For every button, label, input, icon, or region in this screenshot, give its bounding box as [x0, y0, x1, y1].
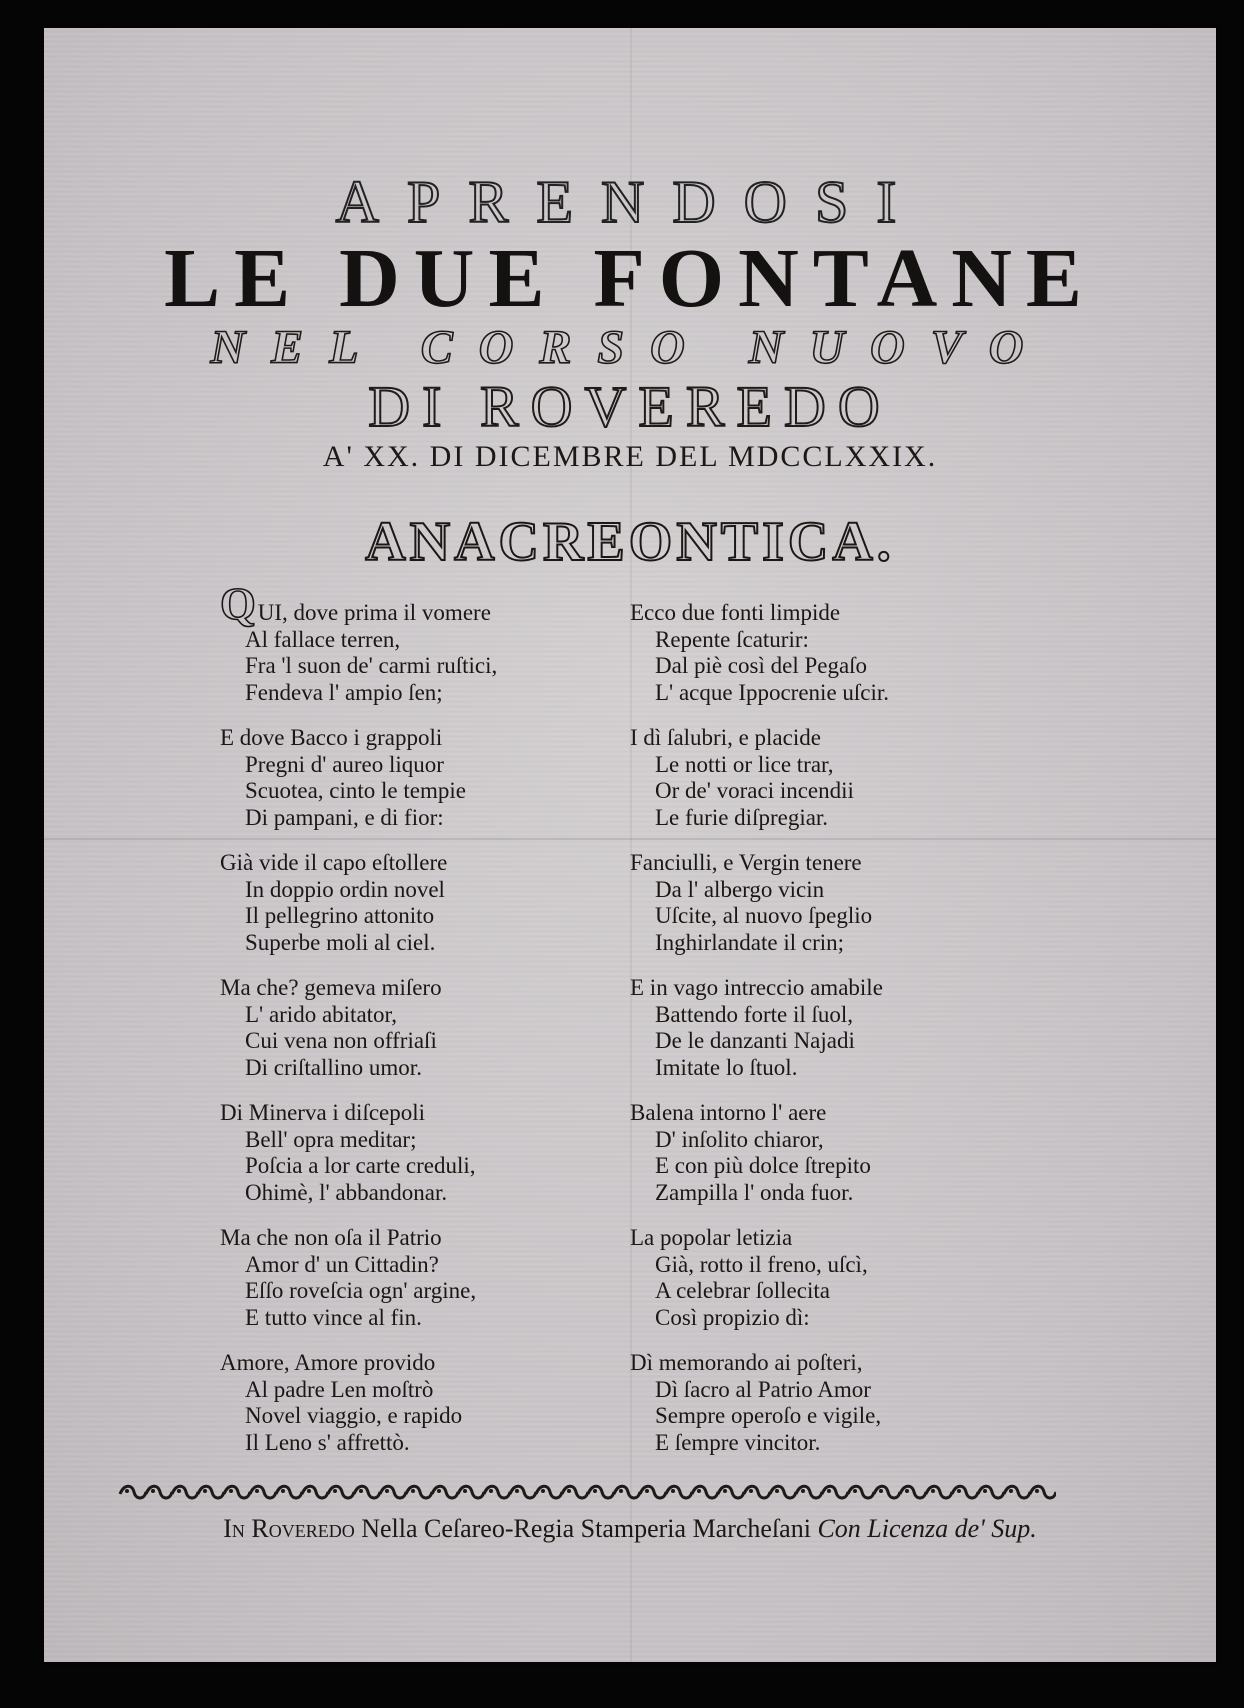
verse-line: Di criſtallino umor. [245, 1054, 422, 1080]
ornament-dot [801, 1489, 805, 1493]
ornament-scroll [354, 1486, 380, 1498]
verse-line: Imitate lo ſtuol. [655, 1054, 798, 1080]
ornament-dot [853, 1489, 857, 1493]
ornament-scroll [484, 1486, 510, 1498]
verse-line: Da l' albergo vicin [655, 876, 825, 902]
title-line-1: APRENDOSI [335, 169, 925, 235]
ornament-dot [359, 1489, 363, 1493]
verse-line: Bell' opra meditar; [245, 1126, 417, 1152]
stanza [630, 725, 1070, 831]
ornament-scroll [328, 1486, 354, 1498]
ornament-scroll [432, 1486, 458, 1498]
ornament-dot [255, 1489, 259, 1493]
ornament-scroll [302, 1486, 328, 1498]
ornament-dot [515, 1489, 519, 1493]
verse-line: Fanciulli, e Vergin tenere [630, 850, 862, 875]
ornament-scroll [146, 1486, 172, 1498]
ornament-scroll [796, 1486, 822, 1498]
ornament-scroll [1030, 1486, 1056, 1498]
verse-line: Fra 'l suon de' carmi ruſtici, [245, 653, 498, 678]
verse-line: Uſcite, al nuovo ſpeglio [655, 903, 873, 928]
imprint-license: Con Licenza de' Sup. [817, 1514, 1037, 1543]
verse-line: Le notti or lice trar, [655, 751, 834, 777]
ornament-dot [541, 1489, 545, 1493]
ornament-dot [567, 1489, 571, 1493]
ornament-dot [775, 1489, 779, 1493]
ornament-dot [619, 1489, 623, 1493]
ornament-dot [1035, 1489, 1039, 1493]
ornament-scroll [822, 1486, 848, 1498]
verse-line: Superbe moli al ciel. [245, 929, 436, 955]
ornament-scroll [848, 1486, 874, 1498]
drop-cap-initial: Q [220, 578, 256, 629]
ornament-scroll [744, 1486, 770, 1498]
ornament-scroll [224, 1486, 250, 1498]
ornament-dot [229, 1489, 233, 1493]
stanza [630, 1350, 1070, 1456]
verse-line: Sempre operoſo e vigile, [655, 1403, 882, 1428]
ornament-dot [879, 1489, 883, 1493]
verse-line: La popolar letizia [630, 1225, 793, 1250]
verse-line [220, 578, 640, 629]
stanza [220, 975, 640, 1081]
verse-line: A celebrar ſollecita [655, 1278, 830, 1303]
ornament-dot [593, 1489, 597, 1493]
ornament-scroll [172, 1486, 198, 1498]
ornament-scroll [978, 1486, 1004, 1498]
poem-column-right [630, 600, 1070, 1475]
ornament-scroll [614, 1486, 640, 1498]
ornament-dot [151, 1489, 155, 1493]
verse-line: Battendo forte il ſuol, [655, 1001, 854, 1027]
stanza [630, 1225, 1070, 1331]
ornament-scroll [198, 1486, 224, 1498]
ornament-dot [489, 1489, 493, 1493]
verse-line: I dì ſalubri, e placide [630, 725, 821, 750]
verse-line: D' inſolito chiaror, [655, 1126, 824, 1152]
verse-line: Balena intorno l' aere [630, 1100, 827, 1125]
verse-line: E tutto vince al fin. [245, 1304, 422, 1330]
verse-line: Ma che? gemeva miſero [220, 975, 442, 1000]
stanza [220, 1100, 640, 1206]
verse-line: Ma che non oſa il Patrio [220, 1225, 442, 1250]
verse-line: Al padre Len moſtrò [245, 1376, 434, 1402]
verse-line: Al fallace terren, [245, 626, 401, 652]
ornament-dot [645, 1489, 649, 1493]
ornament-dot [983, 1489, 987, 1493]
ornament-scroll [640, 1486, 666, 1498]
verse-line: Amore, Amore provido [220, 1350, 436, 1375]
ornament-dot [1009, 1489, 1013, 1493]
title-date-line: A' XX. DI DICEMBRE DEL MDCCLXXIX. [322, 440, 938, 473]
verse-line: E dove Bacco i grappoli [220, 725, 443, 750]
verse-line: Poſcia a lor carte creduli, [245, 1153, 476, 1178]
ornament-dot [723, 1489, 727, 1493]
verse-line: Amor d' un Cittadin? [245, 1251, 439, 1277]
ornament-dot [957, 1489, 961, 1493]
ornament-scroll [1004, 1486, 1030, 1498]
ornament-dot [203, 1489, 207, 1493]
verse-line: Di Minerva i diſcepoli [220, 1100, 426, 1125]
ornament-scroll [510, 1486, 536, 1498]
verse-line: Or de' voraci incendii [655, 778, 854, 803]
genre-heading: ANACREONTICA. [365, 511, 895, 573]
verse-line: Il pellegrino attonito [245, 903, 435, 928]
imprint-place: In Roveredo [223, 1514, 355, 1543]
imprint-line [44, 1514, 1216, 1544]
verse-line: Ohimè, l' abbandonar. [245, 1179, 448, 1205]
ornament-scroll [718, 1486, 744, 1498]
verse-line: Di pampani, e di fior: [245, 804, 444, 830]
verse-line: Cui vena non offriaſi [245, 1028, 437, 1053]
broadside-sheet [44, 28, 1216, 1662]
ornament-scroll [874, 1486, 900, 1498]
ornament-scroll [666, 1486, 692, 1498]
verse-line: Le furie diſpregiar. [655, 804, 829, 830]
ornament-dot [697, 1489, 701, 1493]
ornament-scroll [692, 1486, 718, 1498]
verse-line: Ecco due fonti limpide [630, 600, 841, 625]
ornament-dot [749, 1489, 753, 1493]
ornament-dot [671, 1489, 675, 1493]
stanza [220, 1225, 640, 1331]
ornament-dot [281, 1489, 285, 1493]
verse-line: L' arido abitator, [245, 1001, 398, 1027]
verse-line: De le danzanti Najadi [655, 1028, 855, 1053]
stanza [630, 850, 1070, 956]
ornament-scroll [406, 1486, 432, 1498]
stanza [630, 600, 1070, 706]
ornament-dot [931, 1489, 935, 1493]
stanza [630, 1100, 1070, 1206]
ornament-dot [463, 1489, 467, 1493]
title-line-2: LE DUE FONTANE [164, 232, 1096, 325]
ornament-dot [333, 1489, 337, 1493]
verse-line: Fendeva l' ampio ſen; [245, 679, 443, 705]
verse-line: Inghirlandate il crin; [655, 929, 845, 955]
verse-line-text: UI, dove prima il vomere [257, 600, 491, 625]
ornament-scroll [120, 1486, 146, 1498]
verse-line: Dì memorando ai poſteri, [630, 1350, 863, 1375]
verse-line: In doppio ordin novel [245, 876, 445, 902]
ornament-dot [307, 1489, 311, 1493]
ornament-scroll [250, 1486, 276, 1498]
verse-line: Così propizio dì: [655, 1304, 810, 1330]
title-line-3: NEL CORSO NUOVO [210, 321, 1050, 374]
verse-line: Già vide il capo eſtollere [220, 850, 448, 875]
poem-column-left [220, 578, 640, 1475]
ornament-dot [827, 1489, 831, 1493]
stanza [220, 578, 640, 706]
verse-line: E ſempre vincitor. [655, 1429, 821, 1455]
ornament-scroll [900, 1486, 926, 1498]
ornament-dot [385, 1489, 389, 1493]
title-line-4: DI ROVEREDO [368, 374, 892, 439]
stanza [220, 725, 640, 831]
ornament-scroll [952, 1486, 978, 1498]
ornament-dot [437, 1489, 441, 1493]
ornament-dot [177, 1489, 181, 1493]
stanza [220, 850, 640, 956]
verse-line: L' acque Ippocrenie uſcir. [655, 679, 890, 705]
ornament-scroll [380, 1486, 406, 1498]
verse-line: Già, rotto il freno, uſcì, [655, 1251, 868, 1277]
ornament-scroll [770, 1486, 796, 1498]
verse-line: Dì ſacro al Patrio Amor [655, 1376, 871, 1402]
verse-line: Pregni d' aureo liquor [245, 751, 444, 777]
imprint-printer: Nella Ceſareo-Regia Stamperia Marcheſani [361, 1514, 811, 1543]
verse-line: Eſſo roveſcia ogn' argine, [245, 1278, 477, 1303]
verse-line: Novel viaggio, e rapido [245, 1403, 463, 1428]
verse-line: E in vago intreccio amabile [630, 975, 883, 1000]
ornament-scroll [458, 1486, 484, 1498]
ornament-scroll [588, 1486, 614, 1498]
ornament-scroll [926, 1486, 952, 1498]
ornament-scroll [536, 1486, 562, 1498]
ornament-dot [125, 1489, 129, 1493]
verse-line: Il Leno s' affrettò. [245, 1429, 410, 1455]
ornamental-rule [116, 1482, 1056, 1504]
verse-line: E con più dolce ſtrepito [655, 1153, 871, 1178]
stanza [630, 975, 1070, 1081]
ornament-dot [411, 1489, 415, 1493]
verse-line: Repente ſcaturir: [655, 626, 809, 652]
verse-line: Zampilla l' onda fuor. [655, 1179, 854, 1205]
ornament-scroll [276, 1486, 302, 1498]
verse-line: Scuotea, cinto le tempie [245, 778, 466, 803]
verse-line: Dal piè così del Pegaſo [655, 653, 868, 678]
stanza [220, 1350, 640, 1456]
ornament-scroll [562, 1486, 588, 1498]
ornament-dot [905, 1489, 909, 1493]
